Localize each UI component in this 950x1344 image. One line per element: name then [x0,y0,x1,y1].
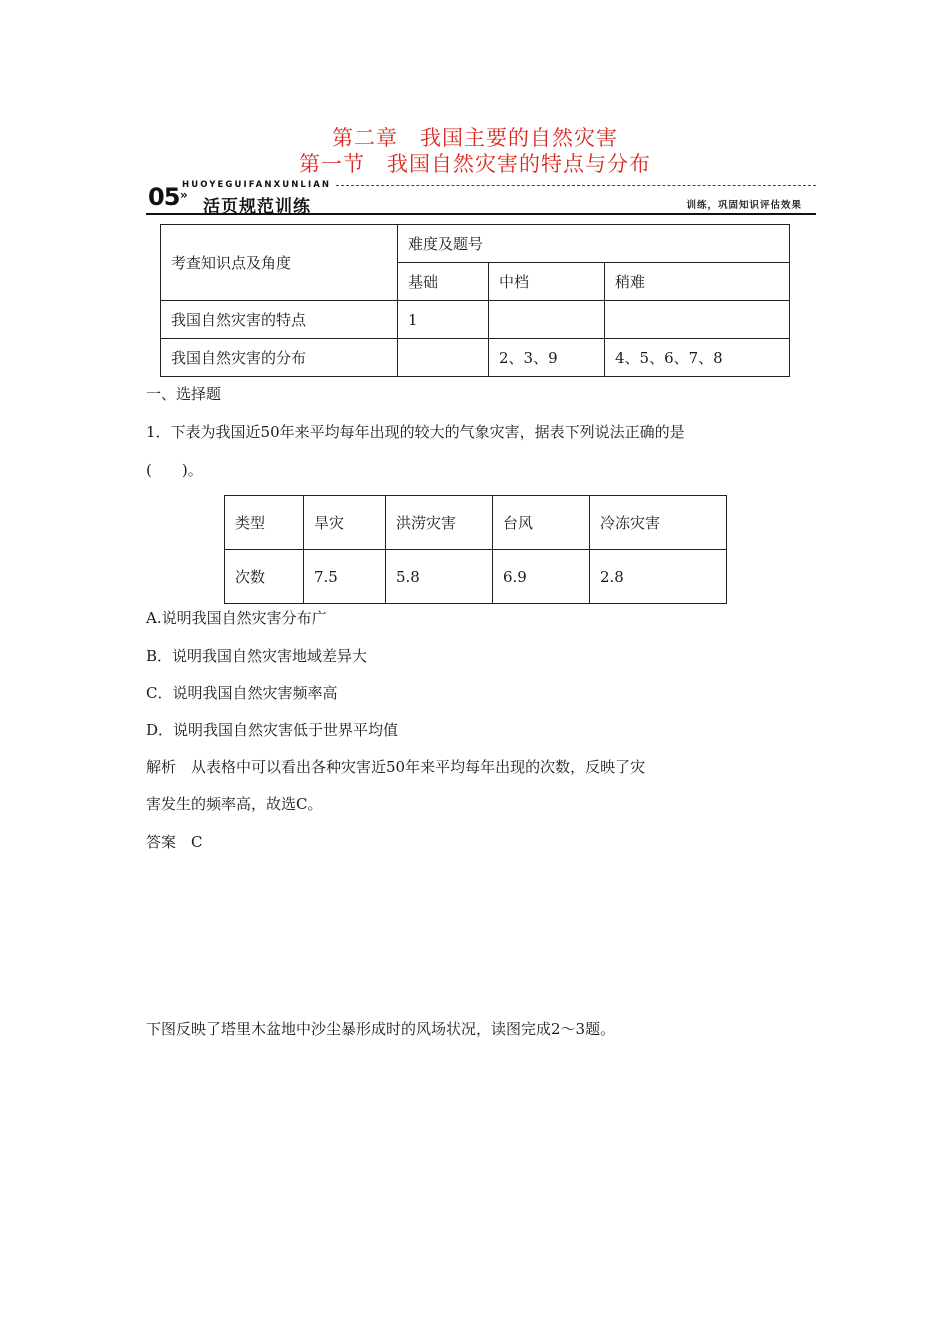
knowledge-col-header: 考查知识点及角度 [161,225,398,301]
topic-cell: 我国自然灾害的特点 [161,301,398,339]
topic-cell: 我国自然灾害的分布 [161,339,398,377]
difficulty-header: 难度及题号 [398,225,790,263]
disaster-table [224,495,727,604]
next-question-intro: 下图反映了塔里木盆地中沙尘暴形成时的风场状况，读图完成2～3题。 [146,1020,616,1038]
question-stem: 1．下表为我国近50年来平均每年出现的较大的气象灾害，据表下列说法正确的是 [146,423,685,441]
header-cell: 洪涝灾害 [386,496,493,550]
header-cell: 类型 [225,496,304,550]
basic-cell: 1 [398,301,489,339]
table-row [161,301,790,339]
table-row [225,496,727,550]
banner-rule [146,213,816,215]
value-cell: 6.9 [493,550,590,604]
banner-tagline: 训练，巩固知识评估效果 [686,200,802,211]
section-title: 第一节 我国自然灾害的特点与分布 [299,152,651,176]
option-d: D．说明我国自然灾害低于世界平均值 [146,721,399,739]
medium-cell: 2、3、9 [489,339,605,377]
level-hard: 稍难 [605,263,790,301]
header-cell: 冷冻灾害 [590,496,727,550]
value-cell: 7.5 [304,550,386,604]
exercise-banner [146,178,816,216]
option-b: B．说明我国自然灾害地域差异大 [146,647,368,665]
option-a: A.说明我国自然灾害分布广 [146,609,327,627]
value-cell: 次数 [225,550,304,604]
banner-dashed-line [336,185,816,186]
table-row [161,339,790,377]
analysis-line-2: 害发生的频率高，故选C。 [146,795,323,813]
answer-line: 答案 C [146,833,203,851]
value-cell: 5.8 [386,550,493,604]
banner-title: 活页规范训练 [203,197,311,217]
chevron-icon: » [180,188,188,202]
answer-bracket: ( )。 [146,461,203,479]
chapter-title: 第二章 我国主要的自然灾害 [332,126,618,150]
section-heading: 一、选择题 [146,385,222,403]
knowledge-table [160,224,790,377]
banner-number: 05 [148,183,180,211]
medium-cell [489,301,605,339]
banner-pinyin: HUOYEGUIFANXUNLIAN [182,180,332,190]
analysis-line-1: 解析 从表格中可以看出各种灾害近50年来平均每年出现的次数，反映了灾 [146,758,646,776]
header-cell: 台风 [493,496,590,550]
basic-cell [398,339,489,377]
option-c: C．说明我国自然灾害频率高 [146,684,338,702]
table-row [225,550,727,604]
level-basic: 基础 [398,263,489,301]
value-cell: 2.8 [590,550,727,604]
level-medium: 中档 [489,263,605,301]
hard-cell [605,301,790,339]
hard-cell: 4、5、6、7、8 [605,339,790,377]
header-cell: 旱灾 [304,496,386,550]
